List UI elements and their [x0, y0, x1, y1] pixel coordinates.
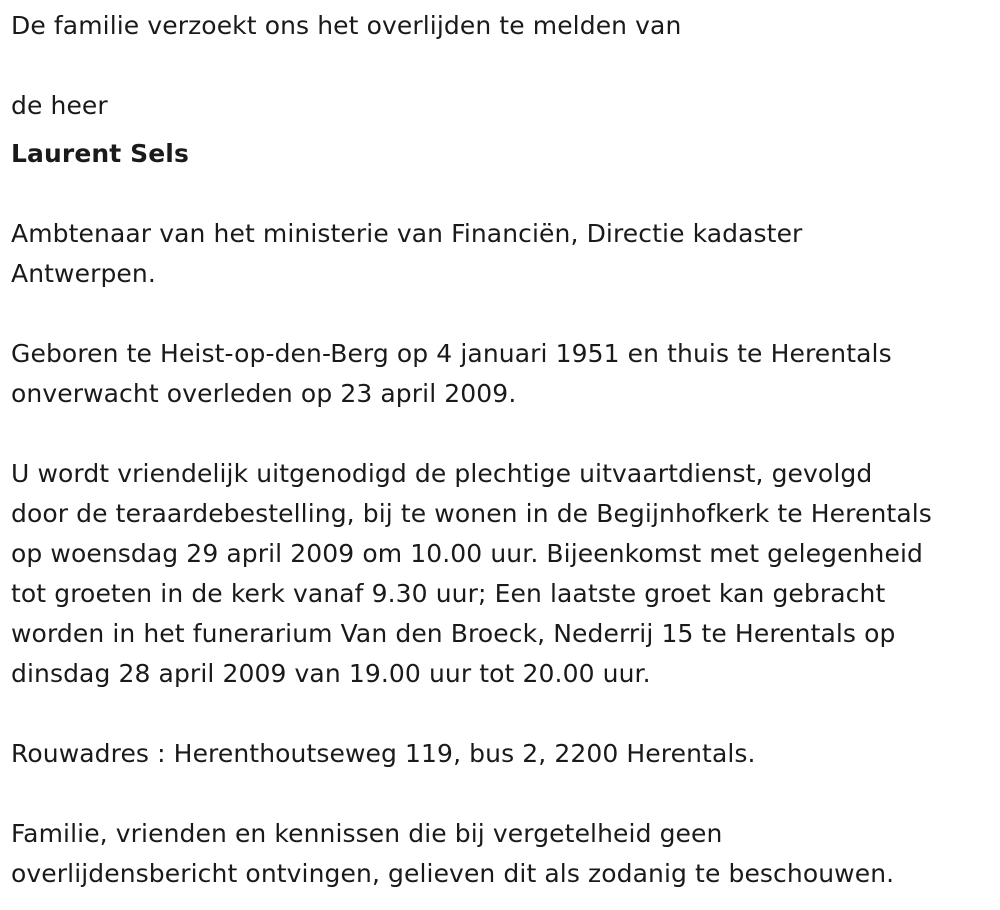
birth-death-line: Geboren te Heist-op-den-Berg op 4 januari 1951 en thuis te Herentals: [11, 339, 892, 368]
deceased-name: Laurent Sels: [11, 139, 189, 168]
service-line: dinsdag 28 april 2009 van 19.00 uur tot 20.00 uur.: [11, 659, 651, 688]
service-line: tot groeten in de kerk vanaf 9.30 uur; Een laatste groet kan gebracht: [11, 579, 886, 608]
intro-text: De familie verzoekt ons het overlijden te melden van: [11, 11, 682, 40]
service-line: worden in het funerarium Van den Broeck, Nederrij 15 te Herentals op: [11, 619, 896, 648]
closing-line: Familie, vrienden en kennissen die bij vergetelheid geen: [11, 819, 723, 848]
death-notice: [11, 6, 996, 894]
birth-death-line: onverwacht overleden op 23 april 2009.: [11, 379, 517, 408]
spacer: [11, 174, 996, 214]
service-line: door de teraardebestelling, bij te wonen in de Begijnhofkerk te Herentals: [11, 499, 932, 528]
spacer: [11, 414, 996, 454]
mourning-address: Rouwadres : Herenthoutseweg 119, bus 2, 2200 Herentals.: [11, 739, 756, 768]
honorific-title: de heer: [11, 91, 108, 120]
occupation-line: Ambtenaar van het ministerie van Financiën, Directie kadaster: [11, 219, 803, 248]
spacer: [11, 774, 996, 814]
service-line: op woensdag 29 april 2009 om 10.00 uur. Bijeenkomst met gelegenheid: [11, 539, 923, 568]
spacer: [11, 694, 996, 734]
closing-line: overlijdensbericht ontvingen, gelieven dit als zodanig te beschouwen.: [11, 859, 895, 888]
closing-paragraph: [11, 814, 996, 894]
service-paragraph: [11, 454, 996, 694]
service-line: U wordt vriendelijk uitgenodigd de plechtige uitvaartdienst, gevolgd: [11, 459, 873, 488]
birth-death-paragraph: [11, 334, 996, 414]
spacer: [11, 294, 996, 334]
occupation-line: Antwerpen.: [11, 259, 156, 288]
occupation-paragraph: [11, 214, 996, 294]
